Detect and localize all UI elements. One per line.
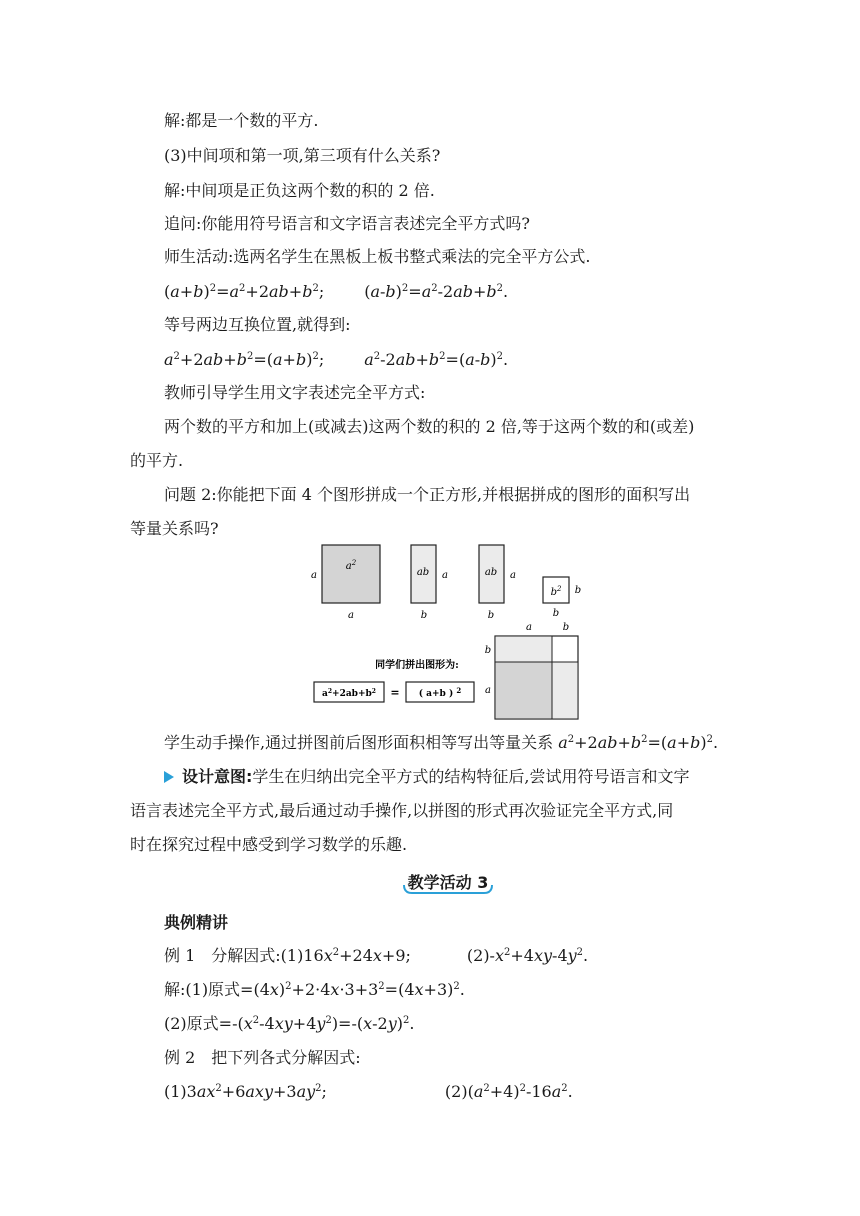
text-line: 教师引导学生用文字表述完全平方式: (164, 383, 426, 402)
example-1: 例 1 分解因式$:(1)16x^2+24x+9$; $(2)-x^2+4xy-4y^2$. (164, 946, 589, 965)
design-intent: 设计意图:学生在归纳出完全平方式的结构特征后,尝试用符号语言和文字 (164, 766, 690, 788)
formula-line: $a^2+2ab+b^2=(a+b)^2$; $a^2-2ab+b^2=(a-b)^2$. (164, 350, 509, 369)
equation-right: ( a+b ) $^2$ (418, 686, 462, 699)
activity-badge (400, 865, 496, 897)
text-line: 的平方. (130, 451, 184, 470)
side-label: b (552, 608, 560, 619)
solution-1: 解:(1)原式$=(4x)^2+2\cdot 4x\cdot 3+3^2=(4x+3)^2$. (164, 980, 465, 999)
text-line: 学生动手操作,通过拼图前后图形面积相等写出等量关系 $a^2+2ab+b^2=(a+b)^2$. (164, 733, 719, 752)
solution-2: (2)原式$=-(x^2-4xy+4y^2)=-(x-2y)^2$. (164, 1014, 415, 1033)
side-label: b (487, 610, 495, 621)
side-label: b (420, 610, 428, 621)
side-label: a (442, 570, 448, 581)
text-line: (3)中间项和第一项,第三项有什么关系? (164, 146, 441, 165)
a-squared-piece (322, 545, 380, 603)
text-line: 追问:你能用符号语言和文字语言表述完全平方式吗? (164, 214, 530, 233)
text-line: 语言表述完全平方式,最后通过动手操作,以拼图的形式再次验证完全平方式,同 (130, 801, 674, 820)
text-line: 等量关系吗? (130, 519, 219, 538)
side-label: b (484, 645, 492, 656)
badge-label: 教学活动 3 (407, 873, 489, 892)
side-label: a (311, 570, 317, 581)
example-2: 例 2 把下列各式分解因式: (164, 1048, 361, 1067)
side-label: a (526, 622, 532, 633)
figure-caption: 同学们拼出图形为: (375, 660, 459, 671)
equals-sign: = (390, 686, 400, 699)
text-line: 解:都是一个数的平方. (164, 111, 319, 130)
side-label: a (485, 685, 491, 696)
example-2-items: $(1)3ax^2+6axy+3ay^2$; $(2)(a^2+4)^2-16a^2$. (164, 1082, 573, 1101)
side-label: a (510, 570, 516, 581)
text-line: 问题 2:你能把下面 4 个图形拼成一个正方形,并根据拼成的图形的面积写出 (164, 485, 691, 504)
assembled-ab-right (552, 662, 578, 719)
area-model-figure (300, 535, 590, 725)
side-label: a (348, 610, 354, 621)
text-line: 解:中间项是正负这两个数的积的 2 倍. (164, 181, 435, 200)
ab-label: ab (416, 567, 430, 578)
text-line: 时在探究过程中感受到学习数学的乐趣. (130, 835, 408, 854)
a-squared-label: $a^2$ (345, 559, 357, 572)
text-line: 两个数的平方和加上(或减去)这两个数的积的 2 倍,等于这两个数的和(或差) (164, 417, 695, 436)
side-label: b (574, 585, 582, 596)
triangle-marker-icon (164, 771, 174, 783)
formula-line: $(a+b)^2=a^2+2ab+b^2$; $(a-b)^2=a^2-2ab+b^2$. (164, 282, 509, 301)
section-title: 典例精讲 (164, 913, 229, 932)
assembled-ab-top (495, 636, 552, 662)
b-squared-label: $b^2$ (550, 585, 562, 598)
equation-left: $a^2+2ab+b^2$ (322, 688, 376, 699)
side-label: b (562, 622, 570, 633)
assembled-a-squared (495, 662, 552, 719)
ab-label: ab (484, 567, 498, 578)
text-line: 师生活动:选两名学生在黑板上板书整式乘法的完全平方公式. (164, 247, 591, 266)
text-line: 等号两边互换位置,就得到: (164, 315, 351, 334)
